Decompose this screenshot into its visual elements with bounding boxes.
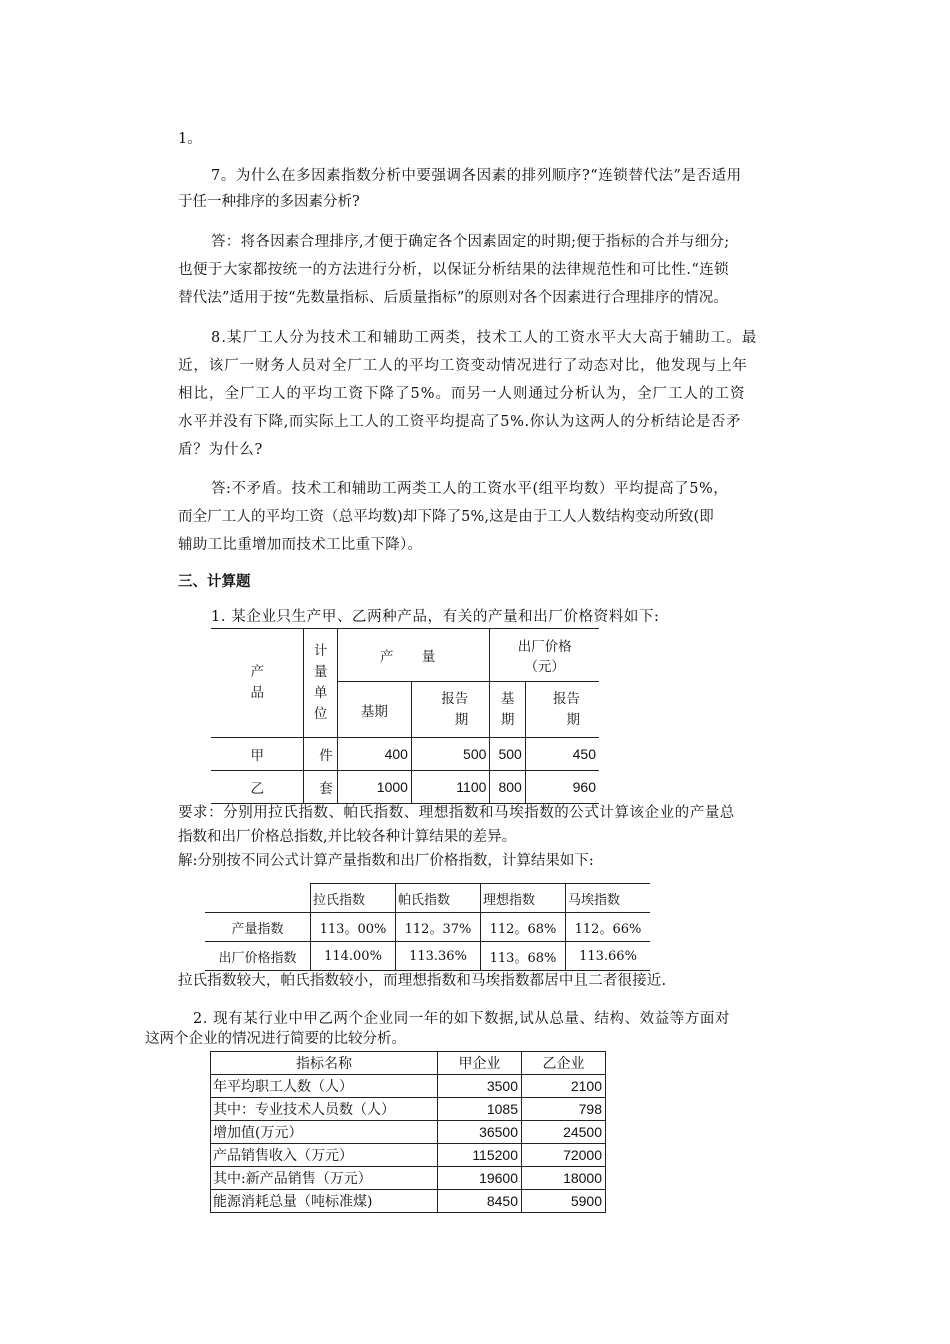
table-row: 出厂价格指数 114.00% 113.36% 113。68% 113.66%: [205, 942, 650, 971]
table-row: 乙 套 1000 1100 800 960: [211, 771, 599, 804]
a8-line2: 而全厂工人的平均工资（总平均数)却下降了5%,这是由于工人人数结构变动所致(即: [178, 509, 714, 525]
a8-line1: 答:不矛盾。技术工和辅助工两类工人的工资水平(组平均数）平均提高了5%，: [211, 481, 729, 497]
q8-line2: 近，该厂一财务人员对全厂工人的平均工资变动情况进行了动态对比，他发现与上年: [178, 358, 748, 374]
header-base-output: 基期: [337, 682, 411, 738]
header-price-line2: （元）: [524, 659, 565, 675]
q8-line3: 相比，全厂工人的平均工资下降了5%。而另一人则通过分析认为，全厂工人的工资: [178, 386, 746, 402]
header-product: 产品: [211, 629, 304, 738]
a8-line3: 辅助工比重增加而技术工比重下降）。: [178, 537, 423, 553]
enterprise-comparison-table: 指标名称 甲企业 乙企业 年平均职工人数（人） 3500 2100 其中：专业技术人员数（人） 1085 798 增加值(万元） 36500 24500 产品销售收入（万元） 115200 72000 其中:新产品销售（万元） 19600 18000 能源消耗总量（吨标准煤) 8450 5900: [210, 1051, 606, 1213]
a7-line1: 答：将各因素合理排序,才便于确定各个因素固定的时期;便于指标的合并与细分;: [211, 234, 730, 250]
header-output: 产 量: [337, 629, 490, 682]
table-row: 增加值(万元） 36500 24500: [211, 1121, 606, 1144]
table-row: 其中:新产品销售（万元） 19600 18000: [211, 1167, 606, 1190]
header-unit: 计量单位: [304, 629, 337, 738]
calc1-conclusion: 拉氏指数较大，帕氏指数较小，而理想指数和马埃指数都居中且二者很接近.: [178, 973, 667, 989]
product-price-table: [211, 628, 599, 804]
top-fragment: 1。: [178, 131, 202, 147]
a7-line2: 也便于大家都按统一的方法进行分析，以保证分析结果的法律规范性和可比性.“连锁: [178, 262, 730, 278]
table-row: 年平均职工人数（人） 3500 2100: [211, 1075, 606, 1098]
table-row: 产品销售收入（万元） 115200 72000: [211, 1144, 606, 1167]
header-price-line1: 出厂价格: [517, 639, 572, 655]
q8-line1: 8.某厂工人分为技术工和辅助工两类，技术工人的工资水平大大高于辅助工。最: [211, 330, 758, 346]
table-row: 甲 件 400 500 500 450: [211, 738, 599, 771]
calc1-solution: 解:分别按不同公式计算产量指数和出厂价格指数，计算结果如下:: [178, 853, 594, 869]
calc1-requirement-line1: 要求：分别用拉氏指数、帕氏指数、理想指数和马埃指数的公式计算该企业的产量总: [178, 805, 735, 821]
q8-line5: 盾？为什么?: [178, 442, 264, 458]
calc1-requirement-line2: 指数和出厂价格总指数,并比较各种计算结果的差异。: [178, 829, 517, 845]
table-row: 能源消耗总量（吨标准煤) 8450 5900: [211, 1190, 606, 1213]
table-row: 其中：专业技术人员数（人） 1085 798: [211, 1098, 606, 1121]
calc2-line1: 2. 现有某行业中甲乙两个企业同一年的如下数据,试从总量、结构、效益等方面对: [193, 1011, 730, 1027]
header-price: [490, 629, 599, 682]
section-title: 三、计算题: [178, 574, 251, 590]
header-report-output: 报告期: [411, 682, 489, 738]
q7-line1: 7。为什么在多因素指数分析中要强调各因素的排列顺序?“连锁替代法”是否适用: [211, 168, 742, 184]
calc1-intro: 1. 某企业只生产甲、乙两种产品，有关的产量和出厂价格资料如下:: [211, 609, 660, 625]
index-result-table: 拉氏指数 帕氏指数 理想指数 马埃指数 产量指数 113。00% 112。37% 112。68% 112。66% 出厂价格指数 114.00% 113.36% 113。68% 113.66%: [205, 883, 650, 971]
q7-line2: 于任一种排序的多因素分析?: [178, 194, 360, 210]
a7-line3: 替代法”适用于按“先数量指标、后质量指标”的原则对各个因素进行合理排序的情况。: [178, 290, 729, 306]
q8-line4: 水平并没有下降,而实际上工人的工资平均提高了5%.你认为这两人的分析结论是否矛: [178, 414, 742, 430]
header-base-price: 基期: [490, 682, 525, 738]
calc2-line2: 这两个企业的情况进行简要的比较分析。: [145, 1031, 406, 1047]
table-row: 产量指数 113。00% 112。37% 112。68% 112。66%: [205, 913, 650, 942]
header-report-price: 报告期: [525, 682, 599, 738]
